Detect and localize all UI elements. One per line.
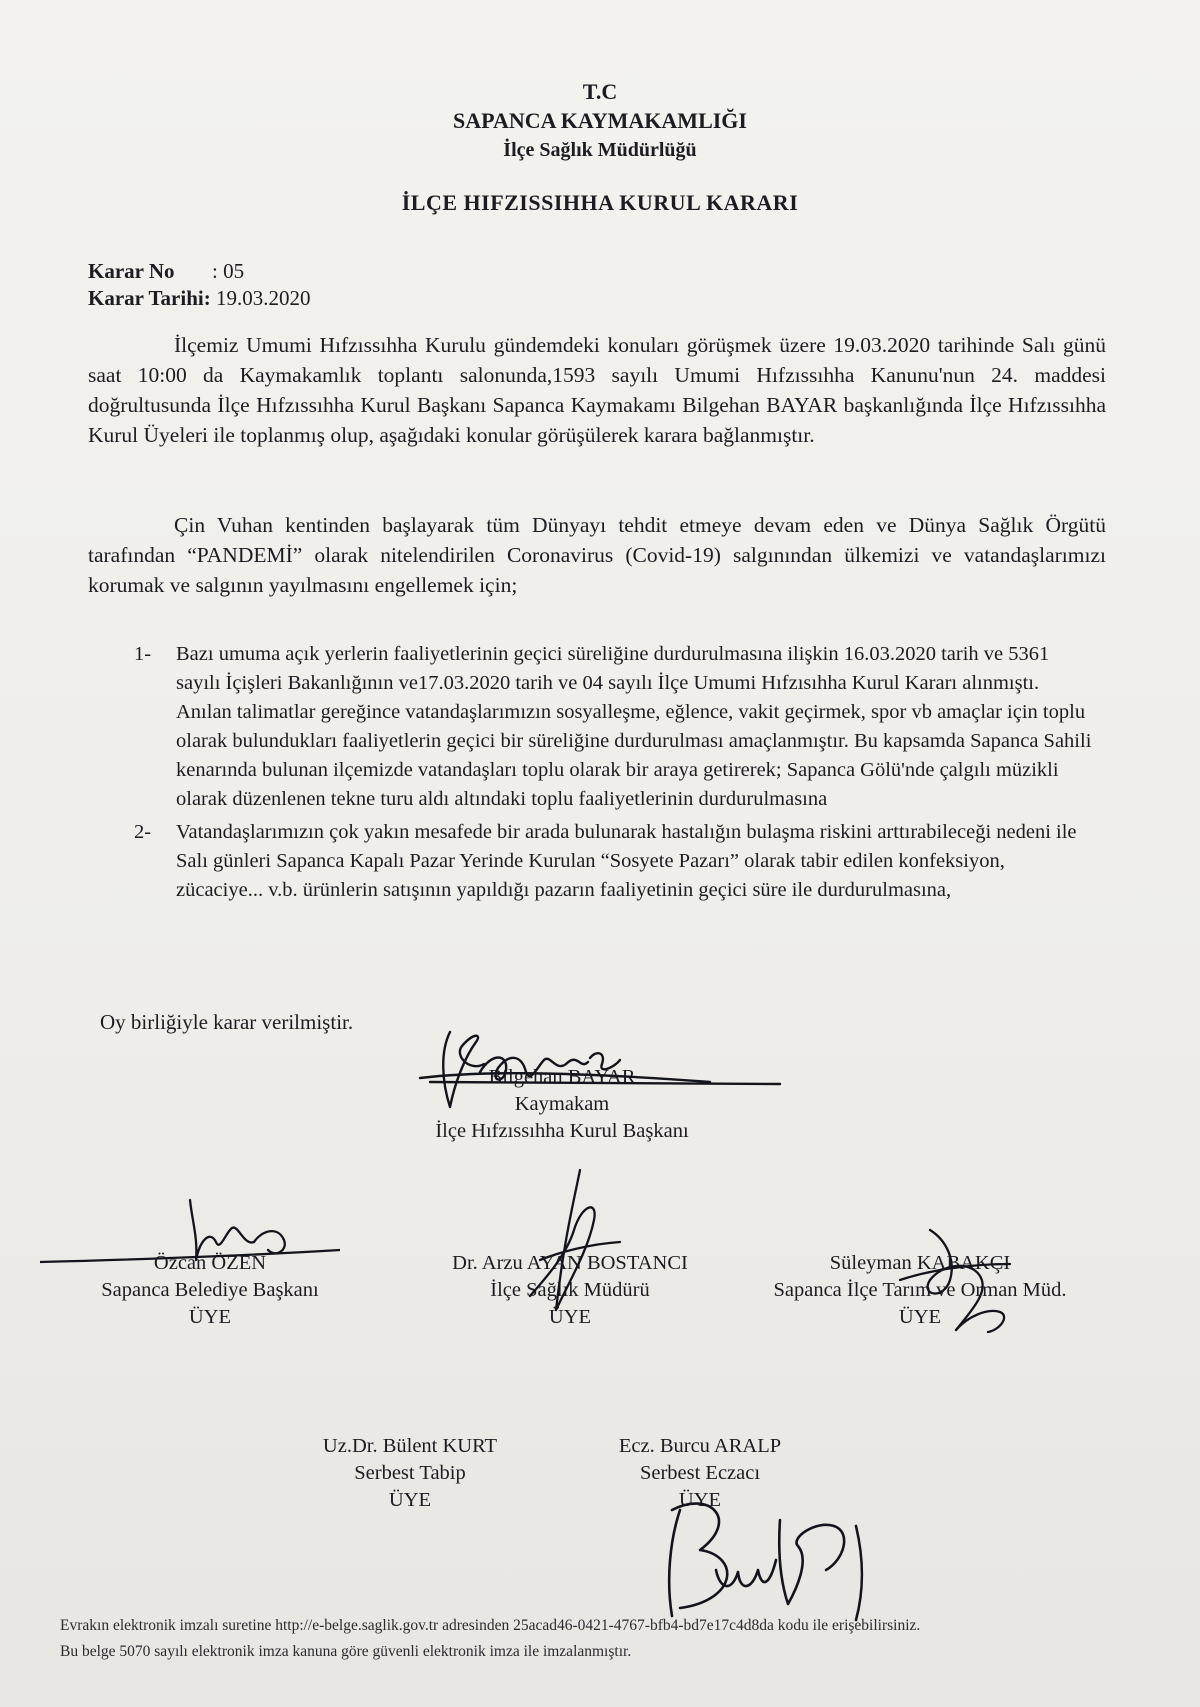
signatory-role: ÜYE [548, 1306, 592, 1328]
footer-verification-link-text: Evrakın elektronik imzalı suretine http://e-belge.saglik.gov.tr adresinden 25acad46-0421-4767-bfb4-bd7e17c4d8da kodu ile erişebilirsiniz. [60, 1617, 921, 1634]
signature-block-ayan [410, 1250, 730, 1331]
signatory-title: Kaymakam [514, 1093, 610, 1115]
signatory-name: Dr. Arzu AYAN BOSTANCI [452, 1252, 688, 1274]
document-title: İLÇE HIFZISSIHHA KURUL KARARI [401, 190, 799, 215]
list-item-text: Vatandaşlarımızın çok yakın mesafede bir arada bulunarak hastalığın bulaşma riskini arttırabileceği nedeni ile Salı günleri Sapanca Kapalı Pazar Yerinde Kurulan “Sosyete Pazarı” olarak tabir edilen konfeksiyon, zücaciye... v.b. ürünlerin satışının yapıldığı pazarın faaliyetinin geçici süre ile durdurulmasına, [176, 821, 1077, 901]
signatory-role: ÜYE [898, 1306, 942, 1328]
decision-number-row [88, 258, 310, 285]
list-item [134, 640, 1094, 814]
conclusion-text: Oy birliğiyle karar verilmiştir. [100, 1010, 354, 1034]
list-item [134, 818, 1094, 905]
decision-date-value: 19.03.2020 [215, 286, 311, 310]
decision-number-label: Karar No [88, 259, 175, 283]
signatory-role: ÜYE [388, 1489, 432, 1511]
signatory-title: İlçe Sağlık Müdürü [490, 1279, 650, 1301]
document-header [0, 78, 1200, 164]
footer-esignature-note: Bu belge 5070 sayılı elektronik imza kanuna göre güvenli elektronik imza ile imzalanmıştır. [60, 1643, 632, 1660]
signatory-role: ÜYE [678, 1489, 722, 1511]
list-item-text: Bazı umuma açık yerlerin faaliyetlerinin geçici süreliğine durdurulmasına ilişkin 16.03.2020 tarih ve 5361 sayılı İçişleri Bakanlığının ve17.03.2020 tarih ve 04 sayılı İlçe Umumi Hıfzısıhha Kurul Kararı alınmıştı. Anılan talimatlar gereğince vatandaşlarımızın sosyalleşme, eğlence, vakit geçirmek, spor vb amaçlar için toplu olarak bulundukları faaliyetlerin geçici bir süreliğine durdurulması amaçlanmıştır. Bu kapsamda Sapanca Sahili kenarında bulunan ilçemizde vatandaşları toplu olarak bir araya getirerek; Sapanca Gölü'nde çalgılı müzikli olarak düzenlenen tekne turu aldı altındaki toplu faaliyetlerinin durdurulmasına [176, 643, 1092, 810]
signatory-title: Serbest Tabip [354, 1462, 466, 1484]
signatory-name: Özcan ÖZEN [153, 1252, 267, 1274]
decision-meta [88, 258, 310, 312]
signatory-name: Uz.Dr. Bülent KURT [322, 1435, 498, 1457]
signatory-title: Sapanca İlçe Tarım ve Orman Müd. [773, 1279, 1067, 1301]
signature-block-aralp [570, 1433, 830, 1514]
signatory-title: Sapanca Belediye Başkanı [101, 1279, 319, 1301]
signature-block-chair [402, 1064, 722, 1145]
header-tc: T.C [582, 79, 618, 104]
decision-items-list [134, 640, 1094, 905]
intro-paragraph: İlçemiz Umumi Hıfzıssıhha Kurulu gündemdeki konuları görüşmek üzere 19.03.2020 tarihinde Salı günü saat 10:00 da Kaymakamlık toplantı salonunda,1593 sayılı Umumi Hıfzıssıhha Kanunu'nun 24. maddesi doğrultusunda İlçe Hıfzıssıhha Kurul Başkanı Sapanca Kaymakamı Bilgehan BAYAR başkanlığında İlçe Hıfzıssıhha Kurul Üyeleri ile toplanmış olup, aşağıdaki konular görüşülerek karara bağlanmıştır. [88, 333, 1106, 447]
signature-block-kurt [280, 1433, 540, 1514]
decision-date-label: Karar Tarihi: [88, 286, 211, 310]
header-authority: SAPANCA KAYMAKAMLIĞI [453, 108, 747, 133]
decision-number-value: : 05 [212, 259, 245, 283]
signatory-role: ÜYE [188, 1306, 232, 1328]
document-footer [60, 1613, 1170, 1665]
signatory-name: Bilgehan BAYAR [488, 1066, 636, 1088]
signatory-name: Ecz. Burcu ARALP [618, 1435, 782, 1457]
signature-block-ozen [60, 1250, 360, 1331]
header-department: İlçe Sağlık Müdürlüğü [503, 139, 697, 161]
signatory-role: İlçe Hıfzıssıhha Kurul Başkanı [435, 1120, 689, 1142]
list-item-number: 2- [134, 821, 152, 843]
decision-date-row [88, 285, 310, 312]
signatory-title: Serbest Eczacı [639, 1462, 761, 1484]
signatory-name: Süleyman KABAKÇI [829, 1252, 1011, 1274]
signature-block-kabakci [730, 1250, 1110, 1331]
context-paragraph: Çin Vuhan kentinden başlayarak tüm Dünyayı tehdit etmeye devam eden ve Dünya Sağlık Örgütü tarafından “PANDEMİ” olarak nitelendirilen Coronavirus (Covid-19) salgınından ülkemizi ve vatandaşlarımızı korumak ve salgının yayılmasını engellemek için; [88, 513, 1106, 597]
list-item-number: 1- [134, 643, 152, 665]
